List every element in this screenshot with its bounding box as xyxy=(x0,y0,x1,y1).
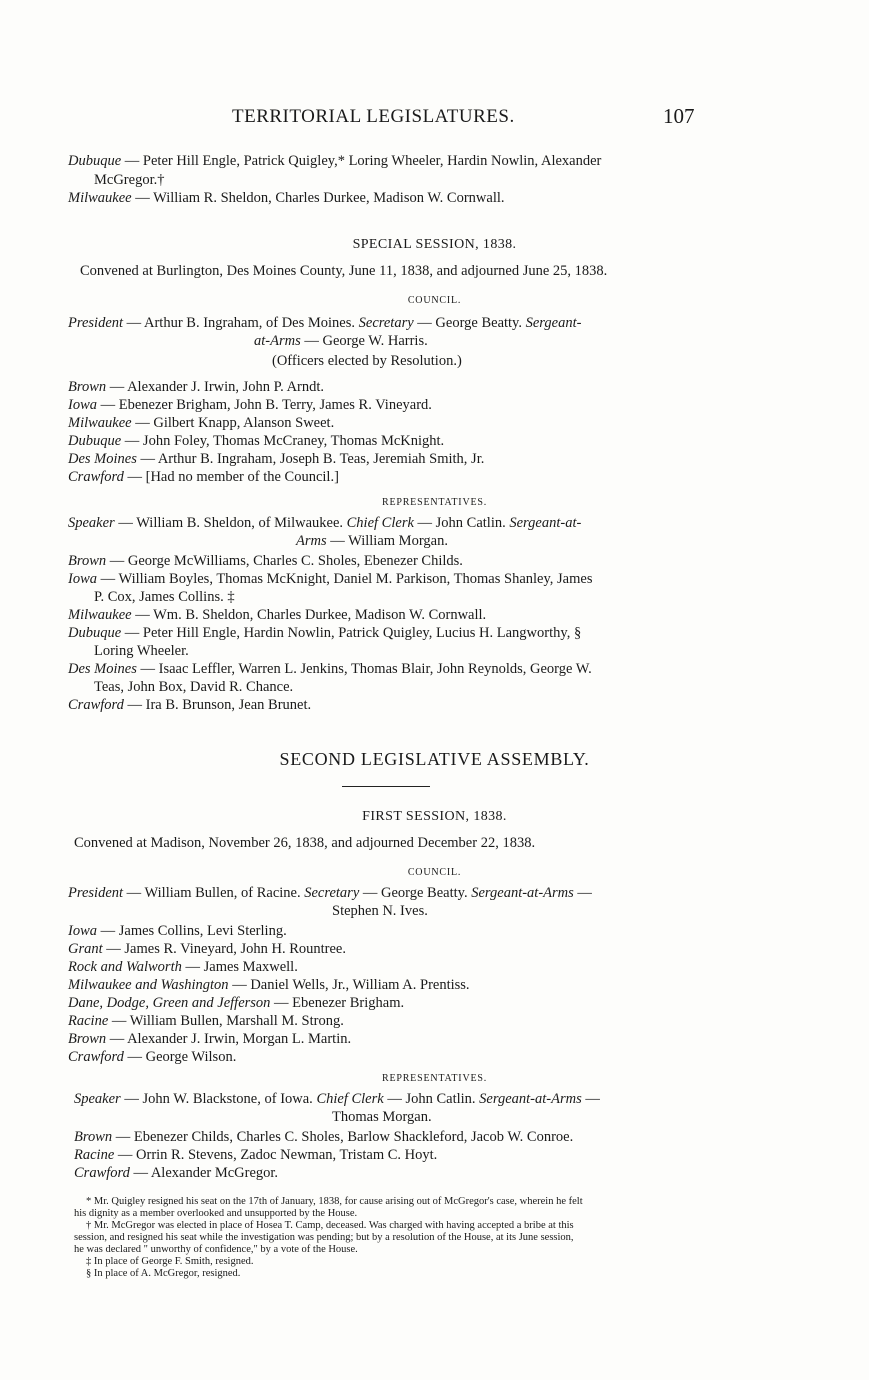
divider-rule xyxy=(342,786,430,787)
special-council-brown: Brown — Alexander J. Irwin, John P. Arndt. xyxy=(68,379,325,395)
special-council-dubuque: Dubuque — John Foley, Thomas McCraney, Thomas McKnight. xyxy=(68,433,445,449)
footnote-1: * Mr. Quigley resigned his seat on the 17th of January, 1838, for cause arising out of McGregor's case, wherein he felt xyxy=(86,1196,583,1207)
special-reps-iowa: Iowa — William Boyles, Thomas McKnight, Daniel M. Parkison, Thomas Shanley, James xyxy=(68,571,593,587)
second-council-brown: Brown — Alexander J. Irwin, Morgan L. Martin. xyxy=(68,1031,352,1047)
special-reps-iowa-cont: P. Cox, James Collins. ‡ xyxy=(94,589,235,605)
second-council-officers-cont: Stephen N. Ives. xyxy=(332,903,428,919)
footnote-4: § In place of A. McGregor, resigned. xyxy=(86,1268,241,1279)
second-council-iowa: Iowa — James Collins, Levi Sterling. xyxy=(68,923,287,939)
special-reps-dubuque-cont: Loring Wheeler. xyxy=(94,643,189,659)
footnote-2: † Mr. McGregor was elected in place of Hosea T. Camp, deceased. Was charged with having accepted a bribe at this xyxy=(86,1220,574,1231)
entry-dubuque-cont: McGregor.† xyxy=(94,172,165,188)
second-reps-brown: Brown — Ebenezer Childs, Charles C. Sholes, Barlow Shackleford, Jacob W. Conroe. xyxy=(74,1129,574,1145)
first-session-heading: FIRST SESSION, 1838. xyxy=(362,809,507,824)
footnote-1-cont: his dignity as a member overlooked and unsupported by the House. xyxy=(74,1208,358,1219)
special-reps-dubuque: Dubuque — Peter Hill Engle, Hardin Nowlin, Patrick Quigley, Lucius H. Langworthy, § xyxy=(68,625,582,641)
footnote-3: ‡ In place of George F. Smith, resigned. xyxy=(86,1256,254,1267)
special-council-desmoines: Des Moines — Arthur B. Ingraham, Joseph B. Teas, Jeremiah Smith, Jr. xyxy=(68,451,485,467)
second-assembly-heading: SECOND LEGISLATIVE ASSEMBLY. xyxy=(279,749,590,769)
special-reps-milwaukee: Milwaukee — Wm. B. Sheldon, Charles Durkee, Madison W. Cornwall. xyxy=(68,607,487,623)
page-number: 107 xyxy=(663,104,695,128)
special-council-iowa: Iowa — Ebenezer Brigham, John B. Terry, James R. Vineyard. xyxy=(68,397,432,413)
second-council-crawford: Crawford — George Wilson. xyxy=(68,1049,237,1065)
second-council-dane-dodge: Dane, Dodge, Green and Jefferson — Ebenezer Brigham. xyxy=(68,995,405,1011)
running-head: TERRITORIAL LEGISLATURES. xyxy=(232,106,515,127)
second-reps-crawford: Crawford — Alexander McGregor. xyxy=(74,1165,279,1181)
second-convened: Convened at Madison, November 26, 1838, and adjourned December 22, 1838. xyxy=(74,835,536,851)
special-reps-desmoines: Des Moines — Isaac Leffler, Warren L. Jenkins, Thomas Blair, John Reynolds, George W. xyxy=(68,661,592,677)
second-council-heading: COUNCIL. xyxy=(407,867,462,878)
entry-dubuque: Dubuque — Peter Hill Engle, Patrick Quigley,* Loring Wheeler, Hardin Nowlin, Alexander xyxy=(68,153,602,169)
second-reps-officers-cont: Thomas Morgan. xyxy=(332,1109,432,1125)
special-reps-desmoines-cont: Teas, John Box, David R. Chance. xyxy=(94,679,294,695)
second-reps-racine: Racine — Orrin R. Stevens, Zadoc Newman, Tristam C. Hoyt. xyxy=(74,1147,438,1163)
footnote-2-cont: session, and resigned his seat while the investigation was pending; but by a resolution of the House, at its June session, xyxy=(74,1232,574,1243)
footnote-2-cont2: he was declared " unworthy of confidence," by a vote of the House. xyxy=(74,1244,358,1255)
special-convened: Convened at Burlington, Des Moines County, June 11, 1838, and adjourned June 25, 1838. xyxy=(80,263,608,279)
special-reps-brown: Brown — George McWilliams, Charles C. Sholes, Ebenezer Childs. xyxy=(68,553,463,569)
special-council-officers-cont: at-Arms — George W. Harris. xyxy=(254,333,428,349)
second-council-milwaukee-washington: Milwaukee and Washington — Daniel Wells, Jr., William A. Prentiss. xyxy=(68,977,470,993)
special-reps-officers: Speaker — William B. Sheldon, of Milwaukee. Chief Clerk — John Catlin. Sergeant-at- xyxy=(68,515,582,531)
special-council-crawford: Crawford — [Had no member of the Council.] xyxy=(68,469,339,485)
special-reps-officers-cont: Arms — William Morgan. xyxy=(296,533,448,549)
second-council-rock-walworth: Rock and Walworth — James Maxwell. xyxy=(68,959,298,975)
second-reps-officers: Speaker — John W. Blackstone, of Iowa. Chief Clerk — John Catlin. Sergeant-at-Arms — xyxy=(74,1091,600,1107)
second-reps-heading: REPRESENTATIVES. xyxy=(381,1073,488,1084)
second-council-officers: President — William Bullen, of Racine. Secretary — George Beatty. Sergeant-at-Arms — xyxy=(68,885,592,901)
second-council-racine: Racine — William Bullen, Marshall M. Strong. xyxy=(68,1013,344,1029)
special-council-officers: President — Arthur B. Ingraham, of Des Moines. Secretary — George Beatty. Sergeant- xyxy=(68,315,582,331)
resolution-note: (Officers elected by Resolution.) xyxy=(272,353,462,369)
second-council-grant: Grant — James R. Vineyard, John H. Rountree. xyxy=(68,941,346,957)
special-reps-heading: REPRESENTATIVES. xyxy=(381,497,488,508)
entry-milwaukee: Milwaukee — William R. Sheldon, Charles Durkee, Madison W. Cornwall. xyxy=(68,190,505,206)
special-council-milwaukee: Milwaukee — Gilbert Knapp, Alanson Sweet. xyxy=(68,415,335,431)
special-session-heading: SPECIAL SESSION, 1838. xyxy=(352,237,517,252)
special-council-heading: COUNCIL. xyxy=(407,295,462,306)
special-reps-crawford: Crawford — Ira B. Brunson, Jean Brunet. xyxy=(68,697,312,713)
